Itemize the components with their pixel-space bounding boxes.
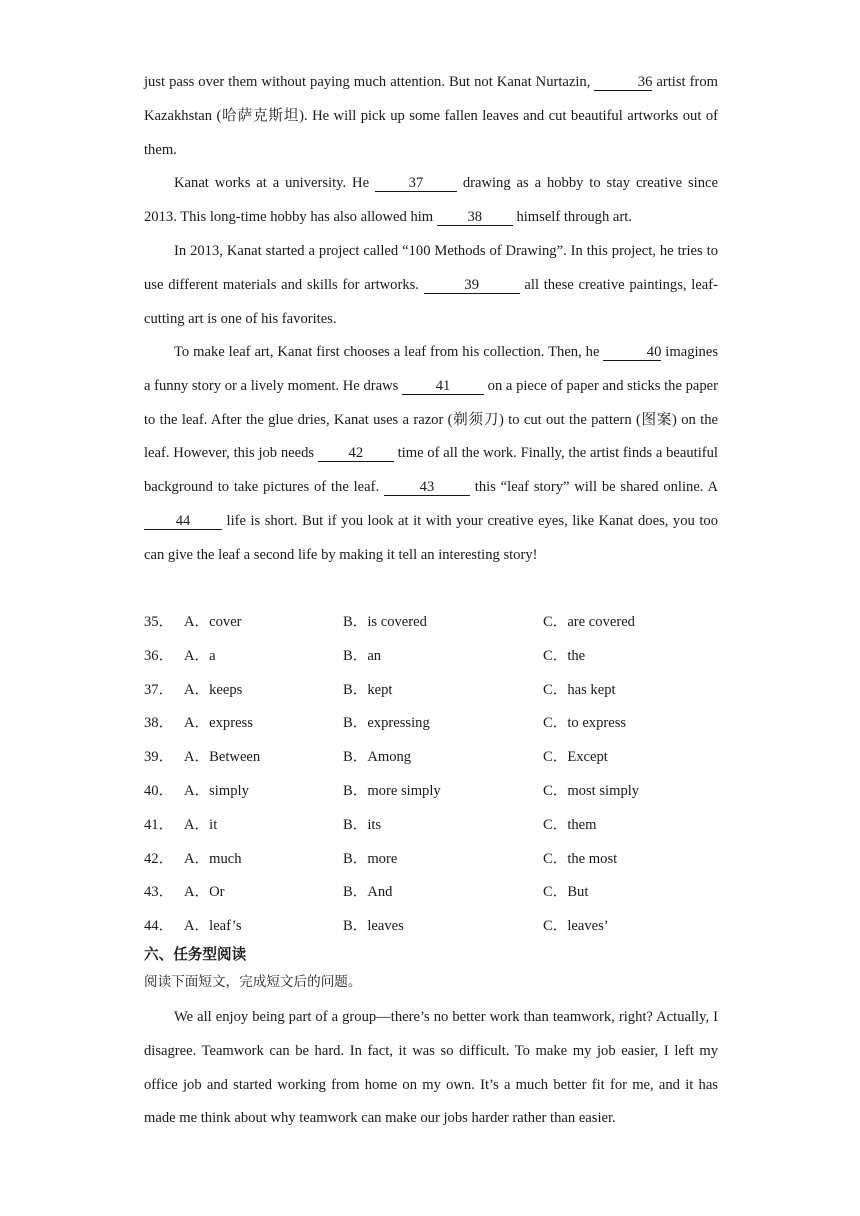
option-a[interactable]: A．express (184, 715, 253, 732)
option-c[interactable]: C．are covered (543, 614, 635, 630)
text: time of all the work. Finally, the artist finds a beautiful background to take pictures of the leaf. (144, 445, 718, 496)
option-row-35 (144, 606, 744, 640)
option-c[interactable]: C．most simply (543, 782, 640, 799)
option-row-42 (144, 843, 744, 877)
option-row-37 (144, 674, 744, 708)
option-a[interactable]: A．cover (184, 614, 242, 630)
blank-36: 36 (594, 75, 652, 91)
option-a[interactable]: A．a (184, 647, 216, 664)
passage-paragraph-4 (144, 336, 718, 573)
option-b[interactable]: B．is covered (343, 614, 427, 630)
options-list (144, 606, 744, 944)
blank-43: 43 (384, 480, 470, 496)
question-number: 42． (144, 850, 174, 867)
question-number: 38． (144, 715, 174, 732)
section-instruction: 阅读下面短文，完成短文后的问题。 (144, 974, 362, 990)
option-b[interactable]: B．an (343, 647, 382, 664)
question-number: 40． (144, 782, 174, 799)
text: Kanat works at a university. He (174, 175, 375, 191)
option-b[interactable]: B．Among (343, 749, 412, 766)
question-number: 36． (144, 647, 174, 664)
option-c[interactable]: C．Except (543, 749, 608, 766)
option-c[interactable]: C．leaves’ (543, 918, 609, 935)
option-c[interactable]: C．the (543, 647, 586, 664)
blank-37: 37 (375, 176, 457, 192)
section-heading: 六、任务型阅读 (144, 946, 247, 963)
blank-38: 38 (437, 210, 513, 226)
blank-39: 39 (424, 278, 520, 294)
option-row-41 (144, 809, 744, 843)
question-number: 43． (144, 884, 174, 901)
text: life is short. But if you look at it with your creative eyes, like Kanat does, you too can give the leaf a second life by making it tell an interesting story! (144, 512, 718, 563)
blank-41: 41 (402, 379, 484, 395)
blank-42: 42 (318, 446, 394, 462)
text: artist from Kazakhstan (哈萨克斯坦). He will pick up some fallen leaves and cut beautiful artworks out of them. (144, 74, 718, 158)
text: In 2013, Kanat started a project called “100 Methods of Drawing”. In this project, he tries to use different materials and skills for artworks. (144, 243, 718, 293)
option-row-39 (144, 741, 744, 775)
option-row-38 (144, 707, 744, 741)
option-row-43 (144, 876, 744, 910)
option-c[interactable]: C．to express (543, 715, 627, 732)
option-a[interactable]: A．Or (184, 884, 225, 901)
option-a[interactable]: A．much (184, 850, 242, 867)
option-a[interactable]: A．it (184, 816, 218, 833)
text: To make leaf art, Kanat first chooses a leaf from his collection. Then, he (174, 344, 604, 360)
text: all these creative paintings, leaf-cutting art is one of his favorites. (144, 276, 718, 327)
passage-paragraph-2 (144, 167, 718, 235)
text: this “leaf story” will be shared online. A (469, 479, 718, 496)
option-b[interactable]: B．expressing (343, 715, 430, 732)
option-b[interactable]: B．kept (343, 681, 393, 698)
option-c[interactable]: C．has kept (543, 681, 616, 698)
text: on a piece of paper and sticks the paper to the leaf. After the glue dries, Kanat uses a razor (剃须刀) to cut out the pattern (图案) on the leaf. However, this job needs (144, 377, 719, 462)
option-row-44 (144, 910, 744, 944)
option-b[interactable]: B．more (343, 850, 398, 867)
passage-paragraph-3 (144, 235, 718, 336)
blank-40: 40 (603, 345, 661, 361)
option-c[interactable]: C．the most (543, 850, 618, 867)
option-row-40 (144, 775, 744, 809)
question-number: 37． (144, 681, 174, 698)
option-b[interactable]: B．And (343, 884, 393, 901)
question-number: 44． (144, 918, 174, 935)
passage-paragraph-1 (144, 66, 718, 167)
question-number: 41． (144, 816, 174, 833)
option-b[interactable]: B．leaves (343, 918, 404, 935)
option-b[interactable]: B．more simply (343, 782, 441, 799)
option-a[interactable]: A．leaf’s (184, 918, 242, 935)
text: drawing as a hobby to stay creative since 2013. This long-time hobby has also allowed him (144, 175, 718, 225)
text: just pass over them without paying much attention. But not Kanat Nurtazin, (144, 74, 595, 90)
option-b[interactable]: B．its (343, 816, 382, 833)
passage2-paragraph-1: We all enjoy being part of a group—there’s no better work than teamwork, right? Actually, I disagree. Teamwork can be hard. In fact, it was so difficult. To make my job easier, I left my office job and started working from home on my own. It’s a much better fit for me, and it has made me think about why teamwork can make our jobs harder rather than easier. (144, 1009, 718, 1127)
option-row-36 (144, 640, 744, 674)
option-a[interactable]: A．keeps (184, 681, 243, 698)
option-c[interactable]: C．them (543, 816, 597, 833)
question-number: 39． (144, 749, 174, 766)
option-a[interactable]: A．simply (184, 782, 249, 799)
text: imagines a funny story or a lively moment. He draws (144, 344, 718, 394)
question-number: 35． (144, 614, 174, 630)
option-c[interactable]: C．But (543, 884, 589, 901)
blank-44: 44 (144, 514, 222, 530)
option-a[interactable]: A．Between (184, 749, 261, 766)
text: himself through art. (512, 208, 632, 225)
